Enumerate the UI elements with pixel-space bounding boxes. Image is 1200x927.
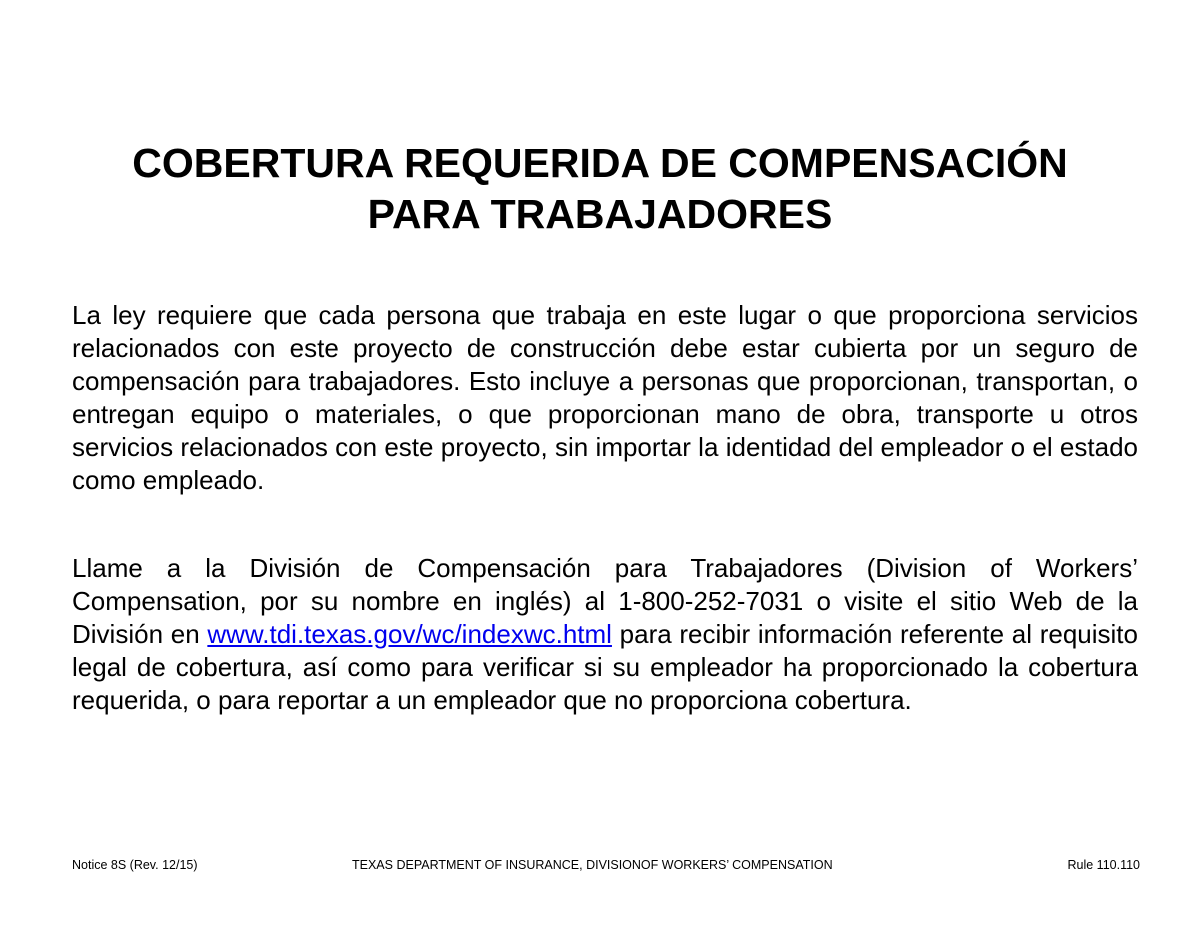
footer-rule-number: Rule 110.110 — [1067, 858, 1140, 872]
footer-notice-number: Notice 8S (Rev. 12/15) — [72, 858, 198, 872]
contact-text-before-link: Llame a la División de Compensación para Trabajadores (Division of Workers’ Compensation, por su nombre en inglés) al 1-800-252-7031 o visite el sitio Web de la División en — [72, 553, 1138, 649]
title-line-1: COBERTURA REQUERIDA DE COMPENSACIÓN — [132, 140, 1068, 186]
contact-text-after-link: para recibir información referente al requisito legal de cobertura, así como para verificar si su empleador ha proporcionado la cobertura requerida, o para reportar a un empleador que no proporciona cobertura. — [72, 619, 1138, 715]
tdi-website-link[interactable]: www.tdi.texas.gov/wc/indexwc.html — [207, 619, 612, 649]
contact-division-paragraph — [72, 552, 1138, 717]
notice-title — [0, 138, 1200, 240]
title-line-2: PARA TRABAJADORES — [367, 191, 833, 237]
coverage-requirement-paragraph: La ley requiere que cada persona que trabaja en este lugar o que proporciona servicios relacionados con este proyecto de construcción debe estar cubierta por un seguro de compensación para trabajadores. Esto incluye a personas que proporcionan, transportan, o entregan equipo o materiales, o que proporcionan mano de obra, transporte u otros servicios relacionados con este proyecto, sin importar la identidad del empleador o el estado como empleado. — [72, 300, 1138, 495]
footer-agency-name: TEXAS DEPARTMENT OF INSURANCE, DIVISIONOF WORKERS’ COMPENSATION — [352, 858, 833, 872]
